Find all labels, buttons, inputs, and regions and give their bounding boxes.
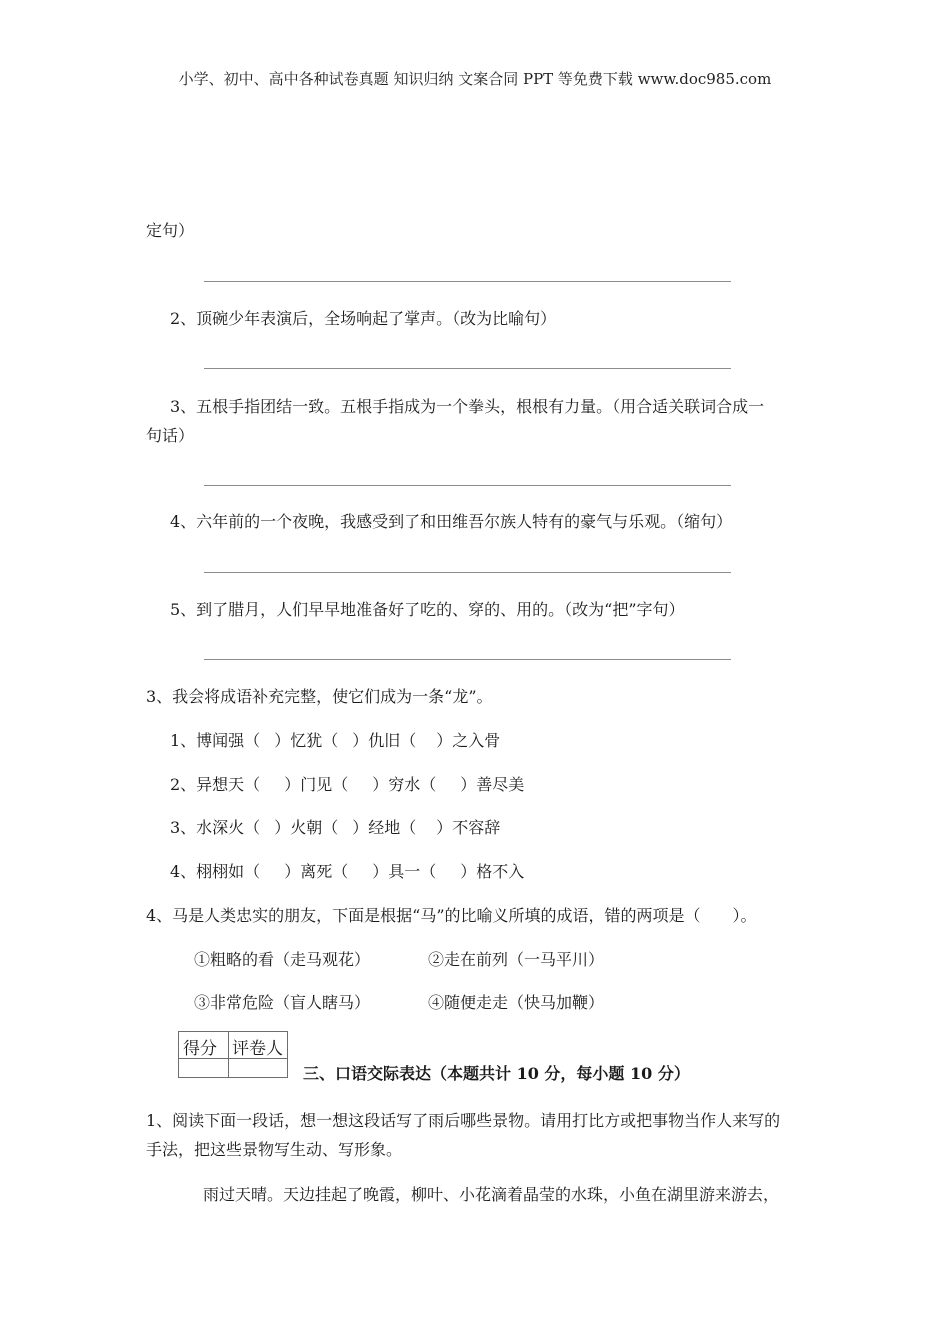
score-table (178, 1031, 288, 1078)
idiom-row (170, 775, 524, 795)
question-5: 5、到了腊月，人们早早地准备好了吃的、穿的、用的。（改为“把”字句） (170, 600, 685, 619)
answer-line[interactable] (204, 281, 731, 282)
idiom-cell: ）仇旧（ (352, 731, 417, 750)
idiom-cell: ）门见（ (284, 775, 349, 794)
idiom-cell: ）穷水（ (372, 775, 437, 794)
option-1: ①粗略的看（走马观花） (194, 950, 371, 969)
question-3-line1: 3、五根手指团结一致。五根手指成为一个拳头，根根有力量。（用合适关联词合成一 (170, 397, 765, 416)
idiom-cell: ）火朝（ (274, 818, 339, 837)
idiom-cell: 1、博闻强（ (170, 731, 261, 750)
idiom-cell: ）善尽美 (460, 775, 525, 794)
option-3: ③非常危险（盲人瞎马） (194, 993, 371, 1012)
idiom-cell: ）忆犹（ (274, 731, 339, 750)
reading-passage: 雨过天晴。天边挂起了晚霞，柳叶、小花滴着晶莹的水珠，小鱼在湖里游来游去， (203, 1185, 780, 1204)
idiom-cell: ）离死（ (284, 862, 349, 881)
idiom-question-title: 3、我会将成语补充完整，使它们成为一条“龙”。 (146, 687, 493, 706)
section-3-question-line2: 手法，把这些景物写生动、写形象。 (146, 1140, 403, 1159)
answer-line[interactable] (204, 659, 731, 660)
idiom-cell: 3、水深火（ (170, 818, 261, 837)
answer-line[interactable] (204, 368, 731, 369)
section-3-question-line1: 1、阅读下面一段话，想一想这段话写了雨后哪些景物。请用打比方或把事物当作人来写的 (146, 1111, 781, 1130)
option-2: ②走在前列（一马平川） (428, 950, 605, 969)
idiom-cell: 2、异想天（ (170, 775, 261, 794)
idiom-cell: ）具一（ (372, 862, 437, 881)
idiom-cell: ）不容辞 (436, 818, 501, 837)
answer-line[interactable] (204, 485, 731, 486)
idiom-cell: ）格不入 (460, 862, 525, 881)
score-label: 得分 (183, 1039, 217, 1059)
page-header: 小学、初中、高中各种试卷真题 知识归纳 文案合同 PPT 等免费下载 www.doc985.com (178, 70, 772, 88)
idiom-cell: ）经地（ (352, 818, 417, 837)
score-table-divider (228, 1032, 229, 1077)
section-3-title: 三、口语交际表达（本题共计 10 分，每小题 10 分） (303, 1064, 690, 1083)
grader-label: 评卷人 (232, 1039, 283, 1059)
option-4: ④随便走走（快马加鞭） (428, 993, 605, 1012)
idiom-cell: 4、栩栩如（ (170, 862, 261, 881)
idiom-row (170, 818, 500, 838)
idiom-row (170, 862, 524, 882)
horse-question-title: 4、马是人类忠实的朋友，下面是根据“马”的比喻义所填的成语，错的两项是（ ）。 (146, 906, 757, 925)
question-2: 2、顶碗少年表演后，全场响起了掌声。（改为比喻句） (170, 309, 557, 328)
question-4: 4、六年前的一个夜晚，我感受到了和田维吾尔族人特有的豪气与乐观。（缩句） (170, 512, 733, 531)
question-continuation: 定句） (146, 221, 195, 240)
question-3-line2: 句话） (146, 426, 195, 445)
idiom-row (170, 731, 500, 751)
idiom-cell: ）之入骨 (436, 731, 501, 750)
answer-line[interactable] (204, 572, 731, 573)
